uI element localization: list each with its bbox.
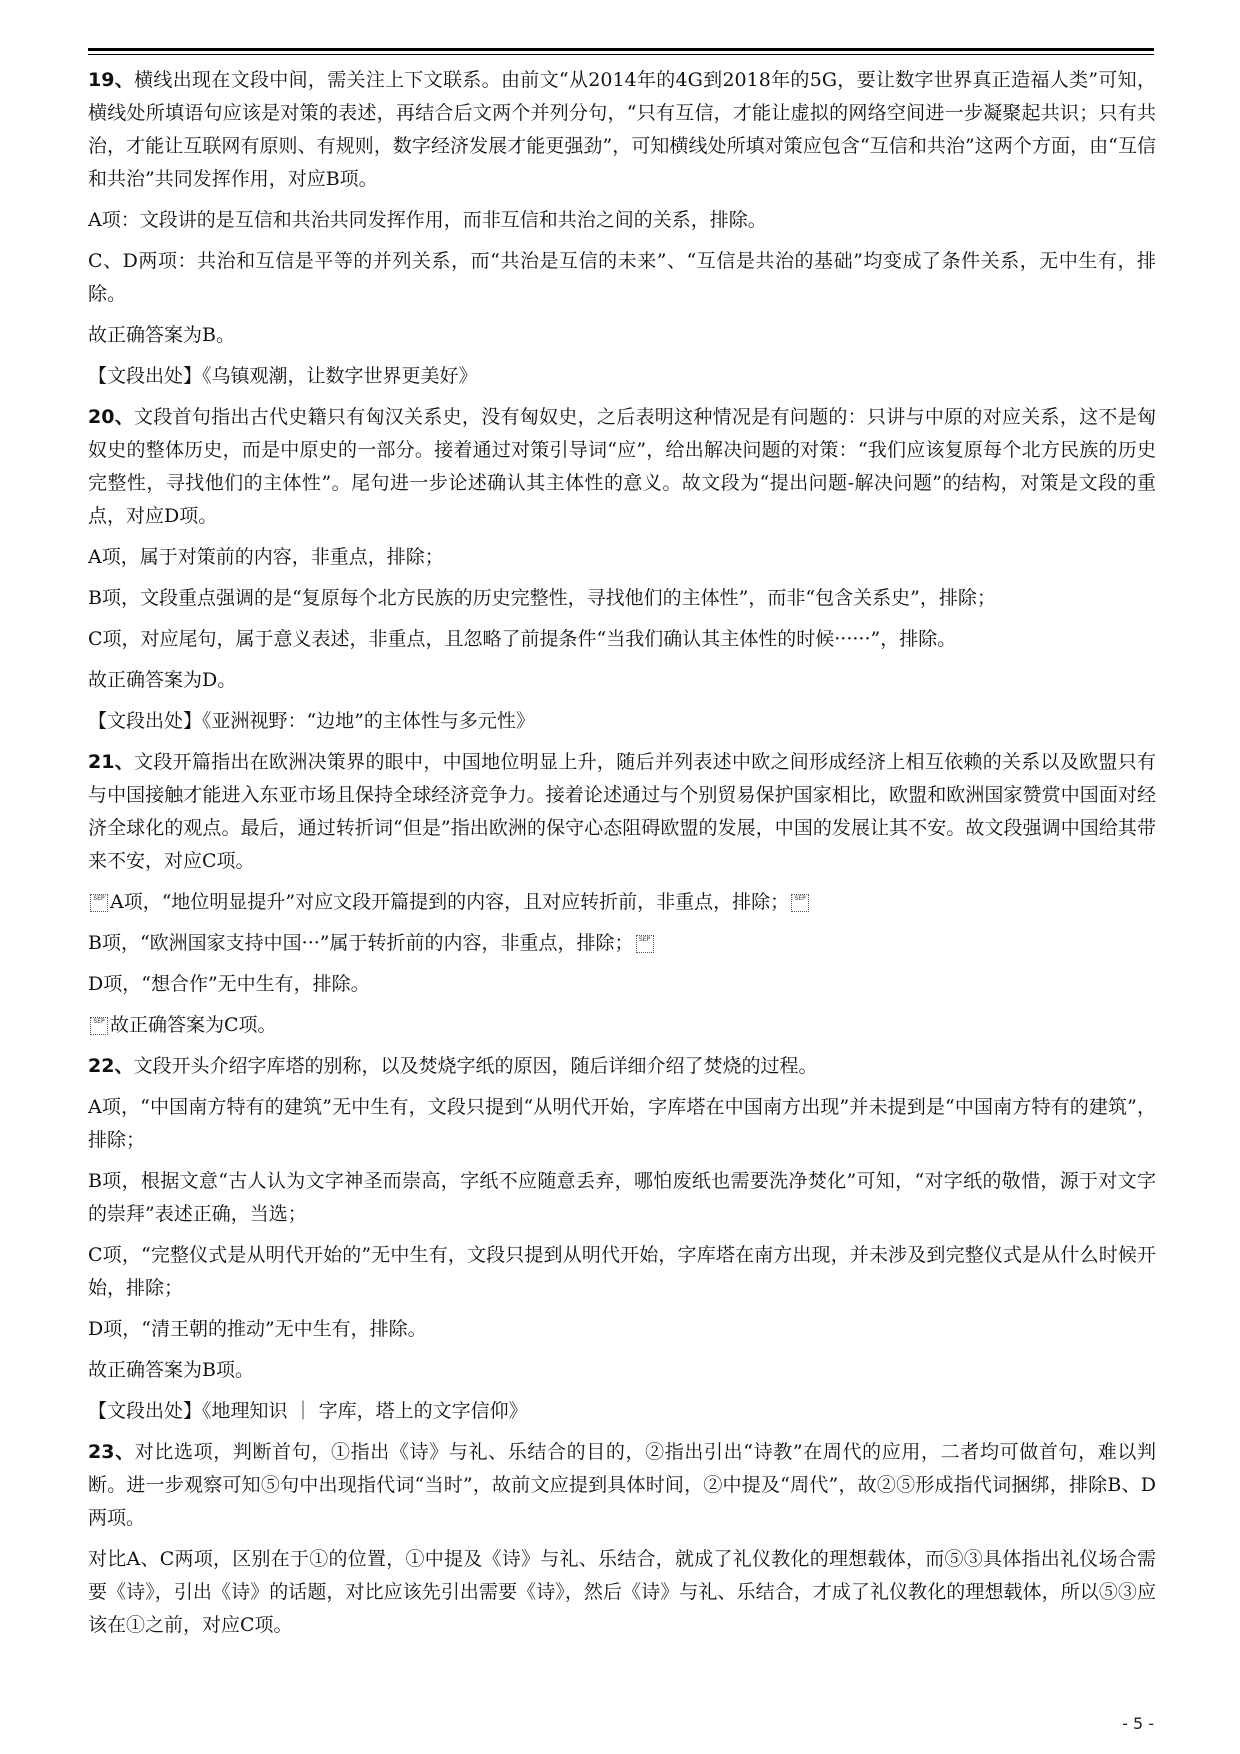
q22-analysis: 22、文段开头介绍字库塔的别称，以及焚烧字纸的原因，随后详细介绍了焚烧的过程。	[88, 1055, 818, 1077]
q21-analysis: 21、文段开篇指出在欧洲决策界的眼中，中国地位明显上升，随后并列表述中欧之间形成经济上相互依赖的关系以及欧盟只有与中国接触才能进入东亚市场且保持全球经济竞争力。接着论述通过与个别贸易保护国家相比，欧盟和欧洲国家赞赏中国面对经济全球化的观点。最后，通过转折词“但是”指出欧洲的保守心态阻碍欧盟的发展，中国的发展让其不安。故文段强调中国给其带来不安，对应C项。	[88, 751, 1156, 872]
q21-answer: SEP 故正确答案为C项。	[88, 1009, 1156, 1042]
q20-source: 【文段出处】《亚洲视野：“边地”的主体性与多元性》	[88, 710, 535, 732]
document-body	[88, 64, 1156, 1650]
q20-analysis: 20、文段首句指出古代史籍只有匈汉关系史，没有匈奴史，之后表明这种情况是有问题的：只讲与中原的对应关系，这不是匈奴史的整体历史，而是中原史的一部分。接着通过对策引导词“应”，给出解决问题的对策：“我们应该复原每个北方民族的历史完整性，寻找他们的主体性”。尾句进一步论述确认其主体性的意义。故文段为“提出问题-解决问题”的结构，对策是文段的重点，对应D项。	[88, 406, 1156, 527]
q20-answer: 故正确答案为D。	[88, 669, 237, 691]
sep-glyph-icon: SEP	[791, 894, 809, 912]
header-rule-thin	[88, 54, 1154, 55]
header-rule-thick	[88, 48, 1154, 51]
sep-glyph-icon: SEP	[636, 935, 654, 953]
q22-option-b: B项，根据文意“古人认为文字神圣而崇高，字纸不应随意丢弃，哪怕废纸也需要洗净焚化”可知，“对字纸的敬惜，源于对文字的崇拜”表述正确，当选；	[88, 1170, 1156, 1225]
q22-answer: 故正确答案为B项。	[88, 1359, 254, 1381]
q22-source: 【文段出处】《地理知识 ｜ 字库，塔上的文字信仰》	[88, 1400, 528, 1422]
q21-option-a: SEP A项，“地位明显提升”对应文段开篇提到的内容，且对应转折前，非重点，排除； SEP	[88, 886, 1156, 919]
q20-option-b: B项，文段重点强调的是“复原每个北方民族的历史完整性，寻找他们的主体性”，而非“包含关系史”，排除；	[88, 587, 996, 609]
sep-glyph-icon: SEP	[90, 894, 108, 912]
q19-option-a: A项：文段讲的是互信和共治共同发挥作用，而非互信和共治之间的关系，排除。	[88, 209, 767, 231]
q19-number: 19、	[88, 69, 135, 91]
q22-option-c: C项，“完整仪式是从明代开始的”无中生有，文段只提到从明代开始，字库塔在南方出现，并未涉及到完整仪式是从什么时候开始，排除；	[88, 1244, 1156, 1299]
q21-option-b: B项，“欧洲国家支持中国···”属于转折前的内容，非重点，排除； SEP	[88, 927, 1156, 960]
q22-number: 22、	[88, 1055, 134, 1077]
q19-option-cd: C、D两项：共治和互信是平等的并列关系，而“共治是互信的未来”、“互信是共治的基础”均变成了条件关系，无中生有，排除。	[88, 250, 1156, 305]
page-number: - 5 -	[1122, 1714, 1154, 1733]
q19-answer: 故正确答案为B。	[88, 324, 235, 346]
q20-option-a: A项，属于对策前的内容，非重点，排除；	[88, 546, 444, 568]
q21-number: 21、	[88, 751, 135, 773]
q19-analysis: 19、横线出现在文段中间，需关注上下文联系。由前文“从2014年的4G到2018年的5G，要让数字世界真正造福人类”可知，横线处所填语句应该是对策的表述，再结合后文两个并列分句，“只有互信，才能让虚拟的网络空间进一步凝聚起共识；只有共治，才能让互联网有原则、有规则，数字经济发展才能更强劲”，可知横线处所填对策应包含“互信和共治”这两个方面，由“互信和共治”共同发挥作用，对应B项。	[88, 69, 1156, 190]
q22-option-a: A项，“中国南方特有的建筑”无中生有，文段只提到“从明代开始，字库塔在中国南方出现”并未提到是“中国南方特有的建筑”，排除；	[88, 1096, 1156, 1151]
q19-source: 【文段出处】《乌镇观潮，让数字世界更美好》	[88, 365, 478, 387]
q20-option-c: C项，对应尾句，属于意义表述，非重点，且忽略了前提条件“当我们确认其主体性的时候······”，排除。	[88, 628, 957, 650]
sep-glyph-icon: SEP	[90, 1017, 108, 1035]
q23-comparison: 对比A、C两项，区别在于①的位置，①中提及《诗》与礼、乐结合，就成了礼仪教化的理想载体，而⑤③具体指出礼仪场合需要《诗》，引出《诗》的话题，对比应该先引出需要《诗》，然后《诗》与礼、乐结合，才成了礼仪教化的理想载体，所以⑤③应该在①之前，对应C项。	[88, 1548, 1156, 1636]
q23-analysis: 23、对比选项，判断首句，①指出《诗》与礼、乐结合的目的，②指出引出“诗教”在周代的应用，二者均可做首句，难以判断。进一步观察可知⑤句中出现指代词“当时”，故前文应提到具体时间，②中提及“周代”，故②⑤形成指代词捆绑，排除B、D两项。	[88, 1441, 1156, 1529]
q21-option-d: D项，“想合作”无中生有，排除。	[88, 973, 370, 995]
q23-number: 23、	[88, 1441, 135, 1463]
q22-option-d: D项，“清王朝的推动”无中生有，排除。	[88, 1318, 427, 1340]
q20-number: 20、	[88, 406, 135, 428]
